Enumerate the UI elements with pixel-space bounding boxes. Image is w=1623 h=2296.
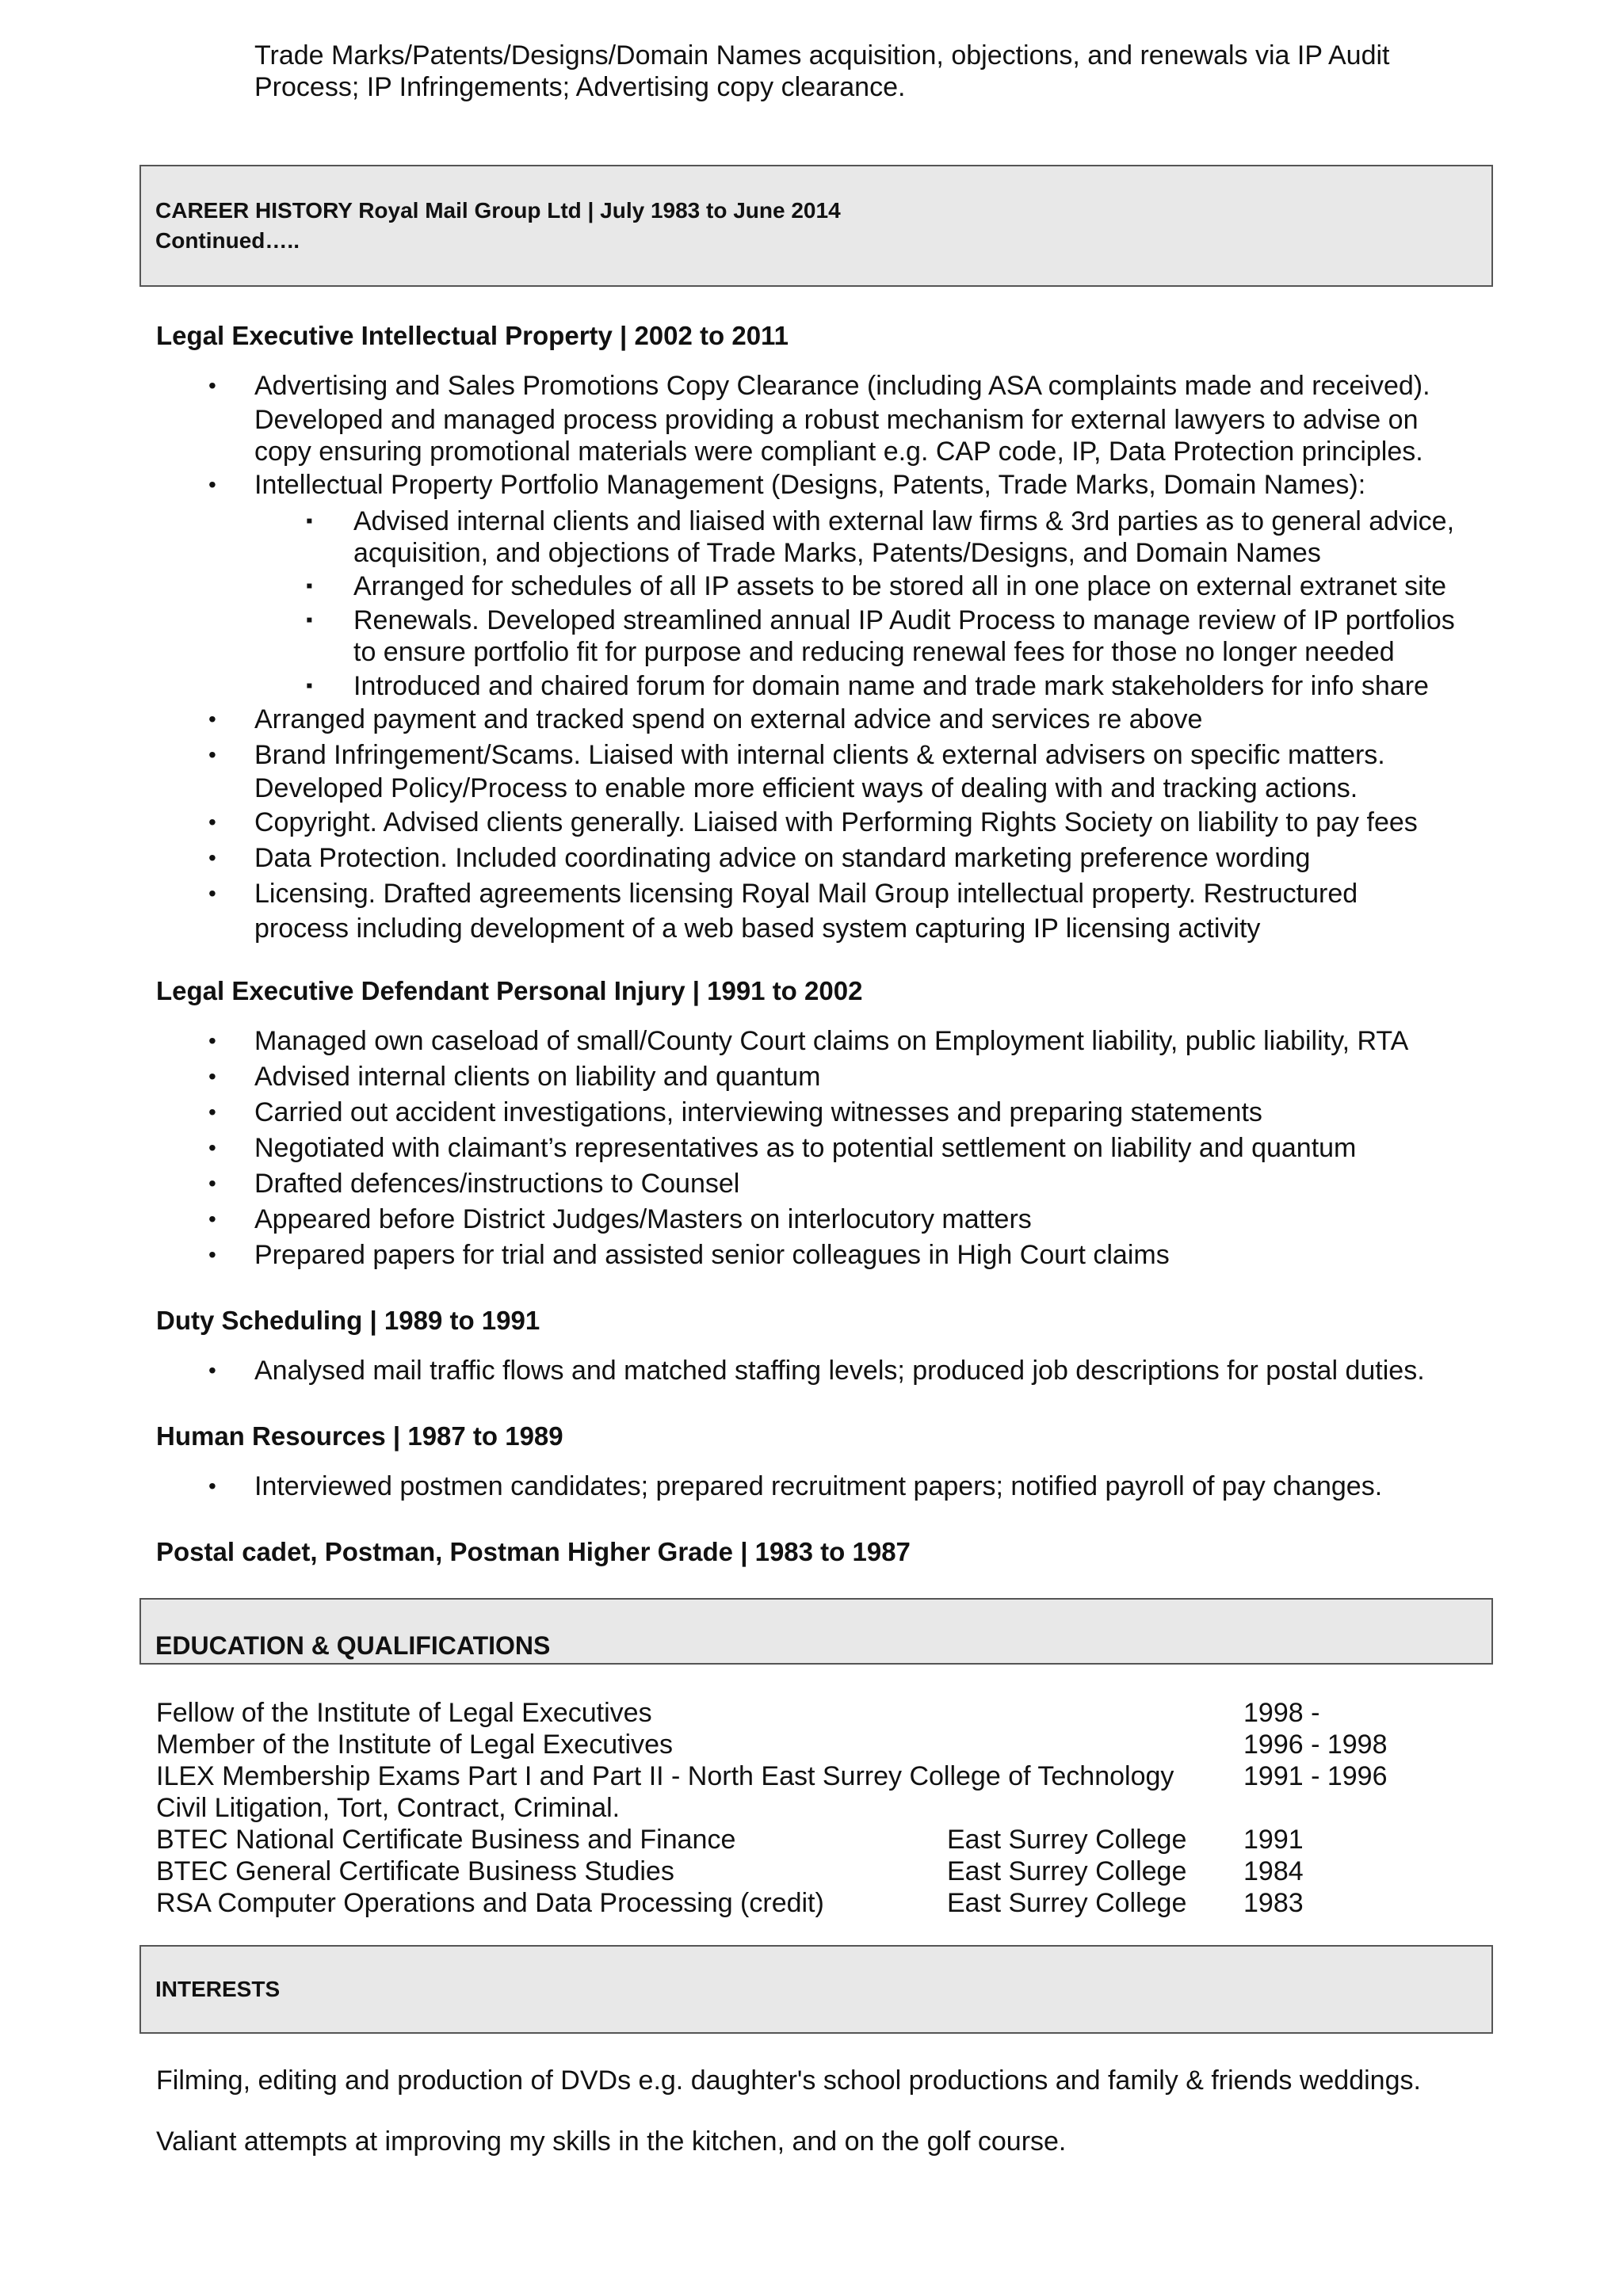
role-heading-postal-cadet: Postal cadet, Postman, Postman Higher Grade | 1983 to 1987 bbox=[156, 1537, 911, 1566]
sub-list-item: Renewals. Developed streamlined annual IP Audit Process to manage review of IP portfolios bbox=[353, 605, 1455, 635]
qualification-name: BTEC National Certificate Business and Finance bbox=[156, 1825, 736, 1855]
bullet-icon: • bbox=[208, 1171, 216, 1196]
qualification-name: BTEC General Certificate Business Studies bbox=[156, 1856, 674, 1886]
list-item: Intellectual Property Portfolio Management (Designs, Patents, Trade Marks, Domain Names): bbox=[254, 470, 1366, 500]
bullet-icon: • bbox=[208, 472, 216, 497]
sub-list-item: Introduced and chaired forum for domain name and trade mark stakeholders for info share bbox=[353, 671, 1429, 701]
sub-list-item-continued: acquisition, and objections of Trade Marks, Patents/Designs, and Domain Names bbox=[353, 538, 1321, 568]
qualification-name: Fellow of the Institute of Legal Executives bbox=[156, 1698, 652, 1728]
list-item: Interviewed postmen candidates; prepared recruitment papers; notified payroll of pay changes. bbox=[254, 1471, 1383, 1501]
list-item: Appeared before District Judges/Masters on interlocutory matters bbox=[254, 1204, 1032, 1234]
bullet-icon: • bbox=[208, 881, 216, 906]
career-history-title: CAREER HISTORY Royal Mail Group Ltd | July 1983 to June 2014 bbox=[155, 198, 841, 223]
bullet-icon: • bbox=[208, 373, 216, 398]
interests-paragraph: Valiant attempts at improving my skills in the kitchen, and on the golf course. bbox=[156, 2126, 1067, 2157]
square-bullet-icon: ▪ bbox=[306, 510, 313, 532]
list-item: Analysed mail traffic flows and matched staffing levels; produced job descriptions for postal duties. bbox=[254, 1356, 1425, 1386]
qualification-year: 1983 bbox=[1243, 1888, 1304, 1918]
list-item-continued: Developed and managed process providing a robust mechanism for external lawyers to advise on bbox=[254, 405, 1419, 435]
qualification-year: 1991 - 1996 bbox=[1243, 1761, 1388, 1791]
list-item-continued: copy ensuring promotional materials were compliant e.g. CAP code, IP, Data Protection principles. bbox=[254, 437, 1423, 467]
interests-header-box bbox=[139, 1945, 1493, 2034]
sub-list-item-continued: to ensure portfolio fit for purpose and reducing renewal fees for those no longer needed bbox=[353, 637, 1395, 667]
qualification-college: East Surrey College bbox=[947, 1856, 1187, 1886]
bullet-icon: • bbox=[208, 845, 216, 870]
qualification-college: East Surrey College bbox=[947, 1825, 1187, 1855]
role-heading-ip: Legal Executive Intellectual Property | 2002 to 2011 bbox=[156, 321, 789, 350]
sub-list-item: Advised internal clients and liaised with external law firms & 3rd parties as to general advice, bbox=[353, 506, 1455, 536]
sub-list-item: Arranged for schedules of all IP assets to be stored all in one place on external extranet site bbox=[353, 571, 1447, 601]
list-item: Licensing. Drafted agreements licensing Royal Mail Group intellectual property. Restructured bbox=[254, 879, 1358, 909]
square-bullet-icon: ▪ bbox=[306, 609, 313, 631]
square-bullet-icon: ▪ bbox=[306, 675, 313, 696]
bullet-icon: • bbox=[208, 1242, 216, 1267]
list-item: Copyright. Advised clients generally. Liaised with Performing Rights Society on liability to pay fees bbox=[254, 807, 1418, 837]
bullet-icon: • bbox=[208, 1358, 216, 1383]
list-item: Advised internal clients on liability and quantum bbox=[254, 1062, 821, 1092]
list-item: Carried out accident investigations, interviewing witnesses and preparing statements bbox=[254, 1097, 1262, 1127]
list-item: Managed own caseload of small/County Court claims on Employment liability, public liability, RTA bbox=[254, 1026, 1409, 1056]
bullet-icon: • bbox=[208, 1207, 216, 1231]
role-heading-duty-scheduling: Duty Scheduling | 1989 to 1991 bbox=[156, 1306, 540, 1335]
list-item: Drafted defences/instructions to Counsel bbox=[254, 1169, 740, 1199]
qualification-year: 1996 - 1998 bbox=[1243, 1730, 1388, 1760]
education-title: EDUCATION & QUALIFICATIONS bbox=[155, 1631, 551, 1660]
interests-paragraph: Filming, editing and production of DVDs e.g. daughter's school productions and family & friends weddings. bbox=[156, 2065, 1421, 2096]
square-bullet-icon: ▪ bbox=[306, 575, 313, 597]
qualification-year: 1998 - bbox=[1243, 1698, 1320, 1728]
role-heading-personal-injury: Legal Executive Defendant Personal Injury | 1991 to 2002 bbox=[156, 976, 863, 1005]
bullet-icon: • bbox=[208, 1064, 216, 1089]
list-item: Advertising and Sales Promotions Copy Clearance (including ASA complaints made and received). bbox=[254, 371, 1430, 401]
qualification-name: Civil Litigation, Tort, Contract, Criminal. bbox=[156, 1793, 621, 1823]
list-item: Brand Infringement/Scams. Liaised with internal clients & external advisers on specific matters. bbox=[254, 740, 1385, 770]
bullet-icon: • bbox=[208, 1028, 216, 1053]
career-history-continued: Continued….. bbox=[155, 228, 300, 253]
bullet-icon: • bbox=[208, 1135, 216, 1160]
qualification-year: 1984 bbox=[1243, 1856, 1304, 1886]
intro-line: Trade Marks/Patents/Designs/Domain Names acquisition, objections, and renewals via IP Audit bbox=[254, 40, 1390, 71]
qualification-name: ILEX Membership Exams Part I and Part II - North East Surrey College of Technology bbox=[156, 1761, 1174, 1791]
career-history-header-box bbox=[139, 165, 1493, 287]
qualification-name: RSA Computer Operations and Data Processing (credit) bbox=[156, 1888, 824, 1918]
list-item: Prepared papers for trial and assisted senior colleagues in High Court claims bbox=[254, 1240, 1170, 1270]
intro-line: Process; IP Infringements; Advertising copy clearance. bbox=[254, 72, 906, 102]
interests-title: INTERESTS bbox=[155, 1977, 281, 2001]
bullet-icon: • bbox=[208, 1474, 216, 1498]
qualification-college: East Surrey College bbox=[947, 1888, 1187, 1918]
education-header-box bbox=[139, 1598, 1493, 1665]
bullet-icon: • bbox=[208, 742, 216, 767]
role-heading-human-resources: Human Resources | 1987 to 1989 bbox=[156, 1421, 563, 1451]
bullet-icon: • bbox=[208, 707, 216, 731]
bullet-icon: • bbox=[208, 1100, 216, 1124]
list-item: Arranged payment and tracked spend on external advice and services re above bbox=[254, 704, 1203, 734]
list-item-continued: Developed Policy/Process to enable more efficient ways of dealing with and tracking actions. bbox=[254, 773, 1358, 803]
qualification-year: 1991 bbox=[1243, 1825, 1304, 1855]
bullet-icon: • bbox=[208, 810, 216, 834]
list-item: Negotiated with claimant’s representatives as to potential settlement on liability and quantum bbox=[254, 1133, 1357, 1163]
qualification-name: Member of the Institute of Legal Executives bbox=[156, 1730, 674, 1760]
list-item-continued: process including development of a web based system capturing IP licensing activity bbox=[254, 913, 1261, 944]
list-item: Data Protection. Included coordinating advice on standard marketing preference wording bbox=[254, 843, 1311, 873]
